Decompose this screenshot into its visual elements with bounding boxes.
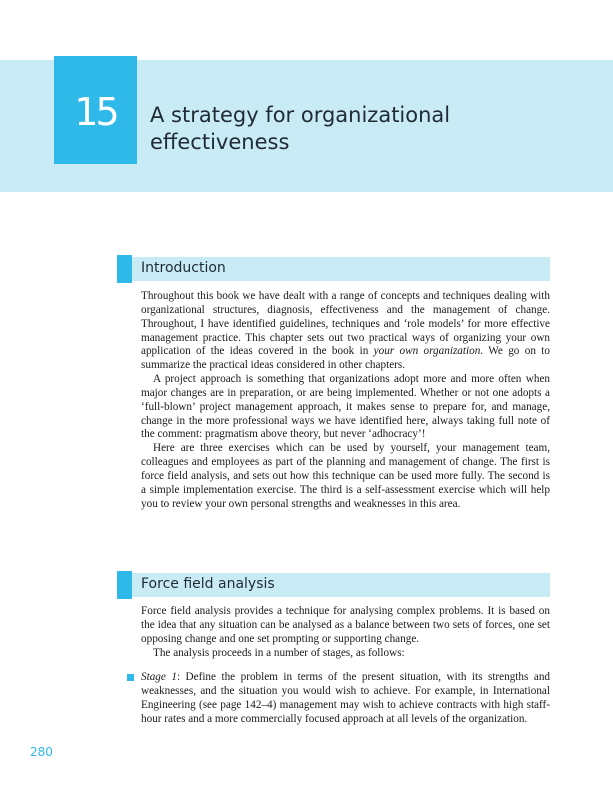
square-bullet-icon (127, 674, 134, 681)
introduction-paragraph-2: A project approach is something that organizations adopt more and more often when major changes are in preparation, or are being implemented. Whether or not one adopts a ‘full-blown’ project management approach, it makes sense to prepare for, and manage, change in the more professional ways we have identified here, always taking full note of the comment: pragmatism above theory, but never ‘adhocracy’! (141, 373, 550, 441)
section-heading-introduction (117, 257, 550, 281)
chapter-title: A strategy for organizational effectiveness (150, 103, 451, 154)
introduction-body (141, 290, 550, 512)
chapter-number-box (54, 56, 137, 164)
force-field-paragraph-1: Force field analysis provides a technique for analysing complex problems. It is based on the idea that any situation can be analysed as a balance between two sets of forces, one set opposing change and one set prompting or supporting change. (141, 605, 550, 645)
emphasis-text: your own organization (373, 345, 481, 358)
section-title: Force field analysis (141, 576, 275, 592)
page-number: 280 (30, 745, 53, 759)
introduction-paragraph-1: Throughout this book we have dealt with a range of concepts and techniques dealing with organizational structures, diagnosis, effectiveness and the management of change. Throughout, I have identified guidelines, techniques and ‘role models’ for more effective management practice. This chapter sets out two practical ways of organizing your own application of the ideas covered in the book in your own organization. We go on to summarize the practical ideas considered in other chapters. (141, 290, 550, 372)
section-heading-force-field (117, 573, 550, 597)
force-field-paragraph-2: The analysis proceeds in a number of stages, as follows: (153, 646, 405, 659)
stage-description: : Define the problem in terms of the present situation, with its strengths and weaknesses, and the situation you would wish to achieve. For example, in International Engineering (see page 142–4) management may wish to achieve contracts with high staff-hour rates and a more commercially focused approach at all levels of the organization. (141, 671, 551, 725)
stage-label: Stage 1 (141, 671, 177, 683)
list-item (127, 671, 550, 726)
section-title: Introduction (141, 260, 226, 276)
introduction-paragraph-3: Here are three exercises which can be used by yourself, your management team, colleagues and employees as part of the planning and management of change. The first is force field analysis, and sets out how this technique can be used more fully. The second is a simple implementation exercise. The third is a self-assessment exercise which will help you to review your own personal strengths and weaknesses in this area. (141, 442, 550, 510)
section-accent-bar (117, 571, 132, 599)
chapter-number: 15 (74, 90, 117, 134)
force-field-body (141, 605, 550, 660)
section-accent-bar (117, 255, 132, 283)
